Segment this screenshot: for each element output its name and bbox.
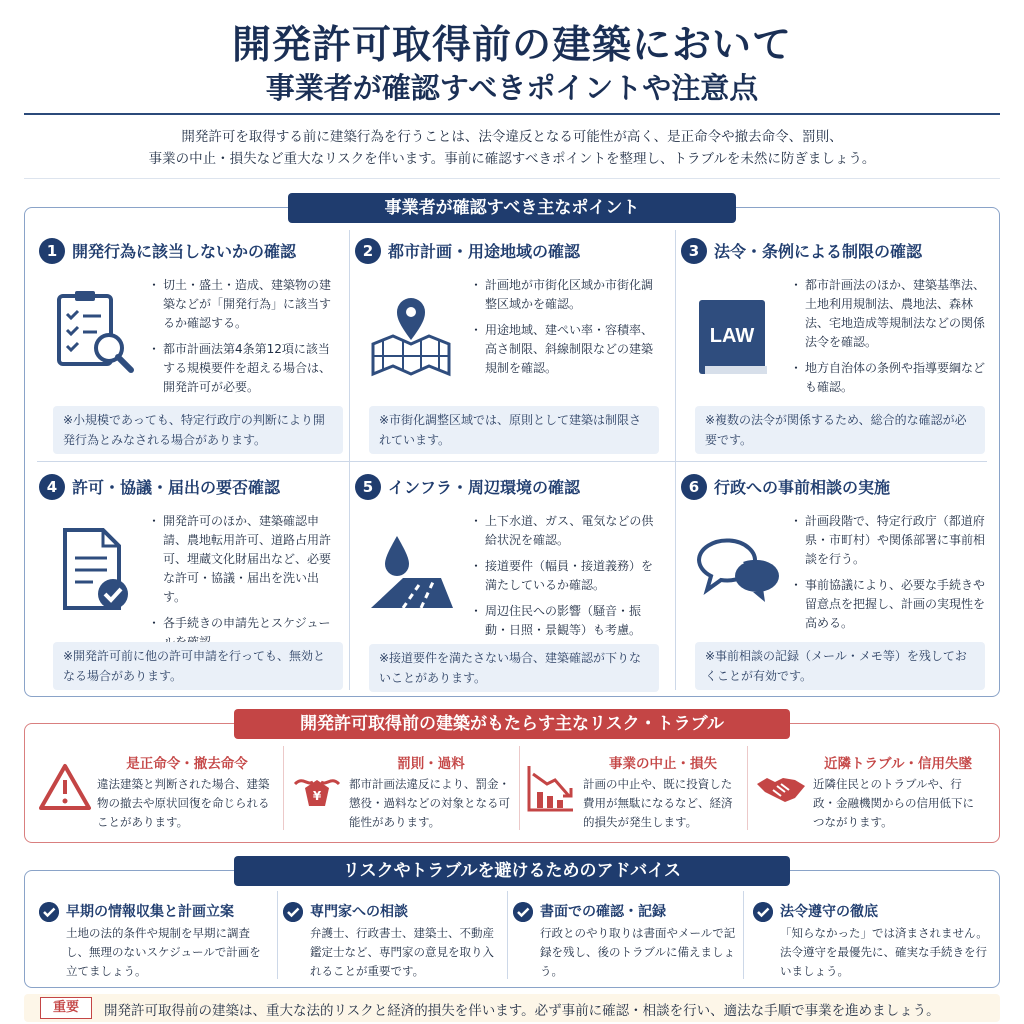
bullet-item: ・ 都市計画法第4条第12項に該当する規模要件を超える場合は、開発許可が必要。 <box>151 340 336 397</box>
point-title: 開発行為に該当しないかの確認 <box>72 242 297 261</box>
advice-text: 「知らなかった」では済まされません。法令遵守を最優先に、確実な手続きを行いましょう。 <box>780 926 988 978</box>
point-card-2 <box>355 238 671 458</box>
risk-text: 違法建築と判断された場合、建築物の撤去や原状回復を命じられることがあります。 <box>97 777 270 829</box>
risk-title: 罰則・過料 <box>397 756 465 772</box>
law-book-icon <box>689 286 785 382</box>
column-divider <box>507 891 508 979</box>
point-note: ※接道要件を満たさない場合、建築確認が下りないことがあります。 <box>369 644 659 692</box>
point-bullets <box>793 276 989 404</box>
point-card-1 <box>39 238 349 458</box>
bullet-item: ・ 用途地域、建ぺい率・容積率、高さ制限、斜線制限などの建築規制を確認。 <box>473 321 663 378</box>
check-circle-icon <box>283 902 303 922</box>
advice-text: 行政とのやり取りは書面やメールで記録を残し、後のトラブルに備えましょう。 <box>540 926 736 978</box>
handshake-icon <box>755 762 807 814</box>
risk-card-3 <box>525 752 745 836</box>
risks-panel <box>24 723 1000 843</box>
advice-title: 書面での確認・記録 <box>540 904 666 920</box>
risk-title: 事業の中止・損失 <box>609 756 717 772</box>
declining-chart-icon <box>525 762 577 814</box>
point-number: 3 <box>681 238 707 264</box>
title-divider <box>24 113 1000 115</box>
check-circle-icon <box>753 902 773 922</box>
point-card-5 <box>355 474 671 694</box>
important-note-text: 開発許可取得前の建築は、重大な法的リスクと経済的損失を伴います。必ず事前に確認・相談を行い、適法な手順で事業を進めましょう。 <box>104 1003 940 1019</box>
checklist-magnifier-icon <box>47 286 143 382</box>
bullet-item: ・ 地方自治体の条例や指導要綱なども確認。 <box>793 359 989 397</box>
point-card-6 <box>681 474 997 694</box>
bullet-item: ・ 周辺住民への影響（騒音・振動・日照・景観等）も考慮。 <box>473 602 663 640</box>
advice-text: 弁護士、行政書士、建築士、不動産鑑定士など、専門家の意見を取り入れることが重要です。 <box>310 926 494 978</box>
bullet-item: ・ 各手続きの申請先とスケジュー <box>151 614 341 652</box>
risk-card-2 <box>291 752 519 836</box>
points-heading: 事業者が確認すべき主なポイント <box>288 193 736 223</box>
bullet-item: ・ 上下水道、ガス、電気などの供給状況を確認。 <box>473 512 663 550</box>
bullet-item: ・ 計画地が市街化区域か市街化調整区域かを確認。 <box>473 276 663 314</box>
map-pin-icon <box>363 286 459 382</box>
point-note: ※事前相談の記録（メール・メモ等）を残しておくことが有効です。 <box>695 642 985 690</box>
column-divider <box>747 746 748 830</box>
risk-title: 是正命令・撤去命令 <box>126 756 248 772</box>
risk-title: 近隣トラブル・信用失墜 <box>824 756 972 772</box>
advice-title: 法令遵守の徹底 <box>780 904 878 920</box>
intro-line: 開発許可を取得する前に建築行為を行うことは、法令違反となる可能性が高く、是正命令や撤去命令、罰則、 <box>181 129 843 145</box>
bullet-item: ・ 接道要件（幅員・接道義務）を満たしているか確認。 <box>473 557 663 595</box>
point-title: インフラ・周辺環境の確認 <box>388 478 581 497</box>
flying-money-icon <box>291 762 343 814</box>
points-panel <box>24 207 1000 697</box>
risks-heading: 開発許可取得前の建築がもたらす主なリスク・トラブル <box>234 709 790 739</box>
advice-title: 早期の情報収集と計画立案 <box>66 904 234 920</box>
advice-title: 専門家への相談 <box>310 904 408 920</box>
advice-card-3 <box>513 901 739 985</box>
risk-card-4 <box>755 752 993 836</box>
point-bullets <box>473 276 663 385</box>
advice-card-4 <box>753 901 993 985</box>
point-note: ※複数の法令が関係するため、総合的な確認が必要です。 <box>695 406 985 454</box>
page-title: 開発許可取得前の建築において <box>231 23 792 68</box>
water-road-icon <box>363 522 459 618</box>
column-divider <box>519 746 520 830</box>
risk-text: 計画の中止や、既に投資した費用が無駄になるなど、経済的損失が発生します。 <box>583 777 733 829</box>
advice-text: 土地の法的条件や規制を早期に調査し、無理のないスケジュールで計画を立てましょう。 <box>66 926 261 978</box>
point-number: 5 <box>355 474 381 500</box>
point-card-3 <box>681 238 997 458</box>
advice-heading: リスクやトラブルを避けるためのアドバイス <box>234 856 790 886</box>
page-subtitle: 事業者が確認すべきポイントや注意点 <box>265 71 759 105</box>
check-circle-icon <box>513 902 533 922</box>
point-title: 都市計画・用途地域の確認 <box>388 242 581 261</box>
column-divider <box>675 230 676 690</box>
bullet-item: ・ 事前協議により、必要な手続きや留意点を把握し、計画の実現性を高める。 <box>793 576 989 633</box>
intro-text <box>40 126 984 170</box>
advice-card-2 <box>283 901 503 985</box>
point-number: 4 <box>39 474 65 500</box>
risk-card-1 <box>39 752 279 836</box>
row-divider <box>37 461 987 462</box>
column-divider <box>349 230 350 690</box>
point-title: 行政への事前相談の実施 <box>714 478 891 497</box>
intro-divider <box>24 178 1000 179</box>
advice-panel <box>24 870 1000 988</box>
point-title: 法令・条例による制限の確認 <box>714 242 923 261</box>
point-number: 2 <box>355 238 381 264</box>
column-divider <box>283 746 284 830</box>
point-title: 許可・協議・届出の要否確認 <box>72 478 281 497</box>
column-divider <box>277 891 278 979</box>
point-bullets <box>473 512 663 647</box>
point-note: ※開発許可前に他の許可申請を行っても、無効となる場合があります。 <box>53 642 343 690</box>
warning-triangle-icon <box>39 762 91 814</box>
column-divider <box>743 891 744 979</box>
bullet-item: ・ 開発許可のほか、建築確認申請、農地転用許可、道路占用許可、埋蔵文化財届出など、必要な許可・協議・届出を洗い出す。 <box>151 512 341 607</box>
speech-bubbles-icon <box>689 522 785 618</box>
important-badge: 重要 <box>40 997 92 1019</box>
point-bullets <box>793 512 989 640</box>
risk-text: 都市計画法違反により、罰金・懲役・過料などの対象となる可能性があります。 <box>349 777 510 829</box>
bullet-item: ・ 計画段階で、特定行政庁（都道府県・市町村）や関係部署に事前相談を行う。 <box>793 512 989 569</box>
point-bullets <box>151 276 336 404</box>
check-circle-icon <box>39 902 59 922</box>
point-note: ※小規模であっても、特定行政庁の判断により開発行為とみなされる場合があります。 <box>53 406 343 454</box>
point-number: 6 <box>681 474 707 500</box>
bullet-item: ・ 都市計画法のほか、建築基準法、土地利用規制法、農地法、森林法、宅地造成等規制法などの関係法令を確認。 <box>793 276 989 352</box>
point-note: ※市街化調整区域では、原則として建築は制限されています。 <box>369 406 659 454</box>
point-card-4 <box>39 474 349 694</box>
svg-text:¥: ¥ <box>312 789 322 803</box>
point-bullets <box>151 512 341 659</box>
intro-line: 事業の中止・損失など重大なリスクを伴います。事前に確認すべきポイントを整理し、トラブルを未然に防ぎましょう。 <box>148 151 876 167</box>
advice-card-1 <box>39 901 273 985</box>
document-check-icon <box>47 522 143 618</box>
important-note-bar <box>24 994 1000 1022</box>
bullet-item: ・ 切土・盛土・造成、建築物の建築などが「開発行為」に該当するか確認する。 <box>151 276 336 333</box>
risk-text: 近隣住民とのトラブルや、行政・金融機関からの信用低下につながります。 <box>813 777 974 829</box>
svg-text:LAW: LAW <box>709 325 755 347</box>
point-number: 1 <box>39 238 65 264</box>
